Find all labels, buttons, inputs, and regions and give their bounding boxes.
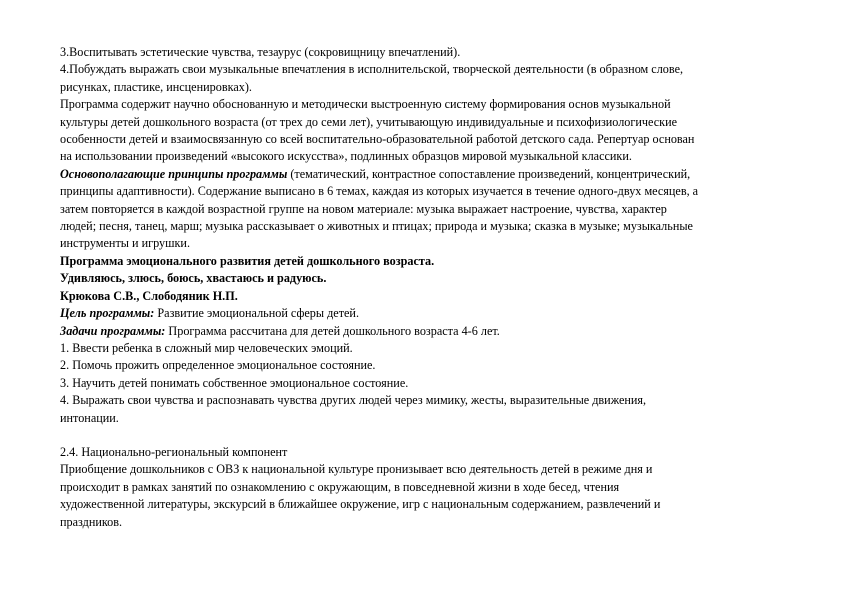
text-line: праздников.	[60, 514, 123, 529]
paragraph-gap	[60, 427, 796, 444]
tasks-text: Программа рассчитана для детей дошкольного возраста 4-6 лет.	[165, 323, 500, 338]
text-line: рисунках, пластике, инсценировках).	[60, 79, 252, 94]
document-body	[60, 44, 796, 531]
text-line: 3.Воспитывать эстетические чувства, тезаурус (сокровищницу впечатлений).	[60, 45, 461, 59]
text-line: особенности детей и взаимосвязанную со всей воспитательно-образовательной работой детского сада. Репертуар основан	[60, 132, 695, 147]
text-line: Программа содержит научно обоснованную и методически выстроенную систему формирования основ музыкальной	[60, 97, 671, 112]
task-item-continuation: интонации.	[60, 410, 119, 425]
tasks-line	[60, 323, 796, 340]
text-line: происходит в рамках занятий по ознакомлению с окружающим, в повседневной жизни в ходе бесед, чтения	[60, 479, 620, 494]
task-item: 3. Научить детей понимать собственное эмоциональное состояние.	[60, 375, 409, 390]
program-subtitle: Удивляюсь, злюсь, боюсь, хвастаюсь и радуюсь.	[60, 271, 327, 286]
tasks-label: Задачи программы:	[60, 323, 166, 338]
text-line: принципы адаптивности). Содержание выписано в 6 темах, каждая из которых изучается в течение одного-двух месяцев, а	[60, 184, 699, 199]
text-line: инструменты и игрушки.	[60, 236, 190, 251]
text-line: Приобщение дошкольников с ОВЗ к национальной культуре пронизывает всю деятельность детей в режиме дня и	[60, 462, 653, 477]
text-line: 4.Побуждать выражать свои музыкальные впечатления в исполнительской, творческой деятельности (в образном слове,	[60, 62, 684, 77]
text-line: художественной литературы, экскурсий в ближайшее окружение, игр с национальным содержанием, развлечений и	[60, 497, 661, 512]
goal-line	[60, 305, 796, 322]
text-line: на использовании произведений «высокого искусства», подлинных образцов мировой музыкальной классики.	[60, 149, 632, 164]
goal-text: Развитие эмоциональной сферы детей.	[154, 306, 359, 321]
task-item: 1. Ввести ребенка в сложный мир человеческих эмоций.	[60, 340, 353, 355]
text-line: затем повторяется в каждой возрастной группе на новом материале: музыка выражает настроение, чувства, характер	[60, 201, 667, 216]
task-item: 4. Выражать свои чувства и распознавать чувства других людей через мимику, жесты, выразительные движения,	[60, 393, 647, 408]
text-line: культуры детей дошкольного возраста (от трех до семи лет), учитывающую индивидуальные и психофизиологические	[60, 114, 678, 129]
principles-line	[60, 166, 796, 183]
goal-label: Цель программы:	[60, 306, 155, 321]
task-item: 2. Помочь прожить определенное эмоциональное состояние.	[60, 358, 376, 373]
principles-text: (тематический, контрастное сопоставление произведений, концентрический,	[287, 166, 691, 181]
program-authors: Крюкова С.В., Слободяник Н.П.	[60, 288, 238, 303]
principles-heading: Основополагающие принципы программы	[60, 166, 288, 181]
program-title: Программа эмоционального развития детей дошкольного возраста.	[60, 253, 435, 268]
section-heading: 2.4. Национально-региональный компонент	[60, 444, 288, 459]
text-line: людей; песня, танец, марш; музыка рассказывает о животных и птицах; природа и музыка; сказка в музыке; музыкальные	[60, 219, 693, 234]
